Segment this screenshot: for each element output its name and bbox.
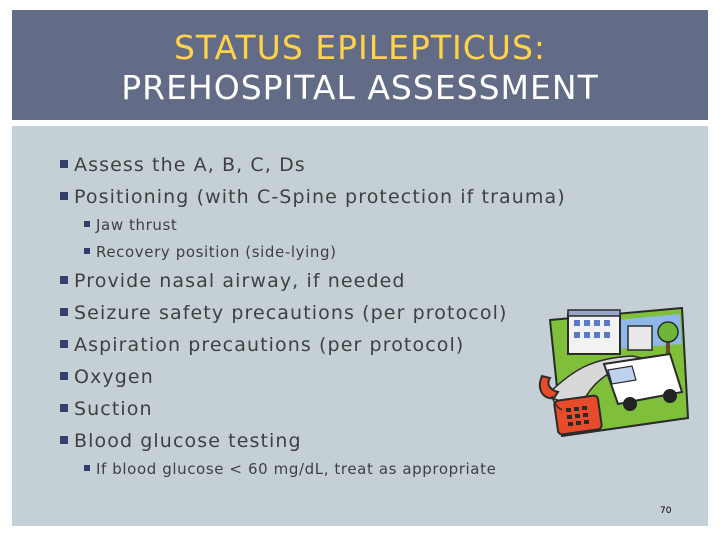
bullet-item [60, 366, 154, 388]
bullet-text: Blood glucose testing [74, 430, 302, 452]
bullet-text: If blood glucose < 60 mg/dL, treat as appropriate [96, 460, 497, 478]
bullet-marker-icon [84, 221, 90, 227]
bullet-item [60, 186, 566, 208]
bullet-marker-icon [84, 248, 90, 254]
bullet-text: Assess the A, B, C, Ds [74, 154, 306, 176]
title-band [12, 10, 708, 120]
sub-bullet-item [84, 460, 496, 478]
bullet-marker-icon [60, 340, 68, 348]
bullet-marker-icon [60, 192, 68, 200]
slide-title-line2: PREHOSPITAL ASSESSMENT [121, 68, 599, 107]
bullet-item [60, 334, 464, 356]
bullet-text: Provide nasal airway, if needed [74, 270, 406, 292]
sub-bullet-item [84, 216, 177, 234]
bullet-text: Aspiration precautions (per protocol) [74, 334, 465, 356]
slide-title-line1: STATUS EPILEPTICUS: [173, 28, 547, 67]
bullet-text: Suction [74, 398, 153, 420]
bullet-text: Positioning (with C-Spine protection if trauma) [74, 186, 566, 208]
bullet-item [60, 302, 507, 324]
bullet-item [60, 270, 406, 292]
emergency-ambulance-phone-clipart [532, 300, 692, 442]
bullet-marker-icon [60, 372, 68, 380]
bullet-text: Recovery position (side-lying) [96, 243, 337, 261]
bullet-marker-icon [84, 465, 90, 471]
bullet-item [60, 430, 302, 452]
bullet-text: Jaw thrust [96, 216, 178, 234]
page-number: 70 [660, 506, 672, 516]
bullet-marker-icon [60, 160, 68, 168]
bullet-marker-icon [60, 436, 68, 444]
sub-bullet-item [84, 243, 337, 261]
bullet-text: Oxygen [74, 366, 154, 388]
bullet-marker-icon [60, 308, 68, 316]
bullet-item [60, 398, 153, 420]
bullet-marker-icon [60, 404, 68, 412]
bullet-text: Seizure safety precautions (per protocol) [74, 302, 508, 324]
bullet-marker-icon [60, 276, 68, 284]
bullet-item [60, 154, 306, 176]
